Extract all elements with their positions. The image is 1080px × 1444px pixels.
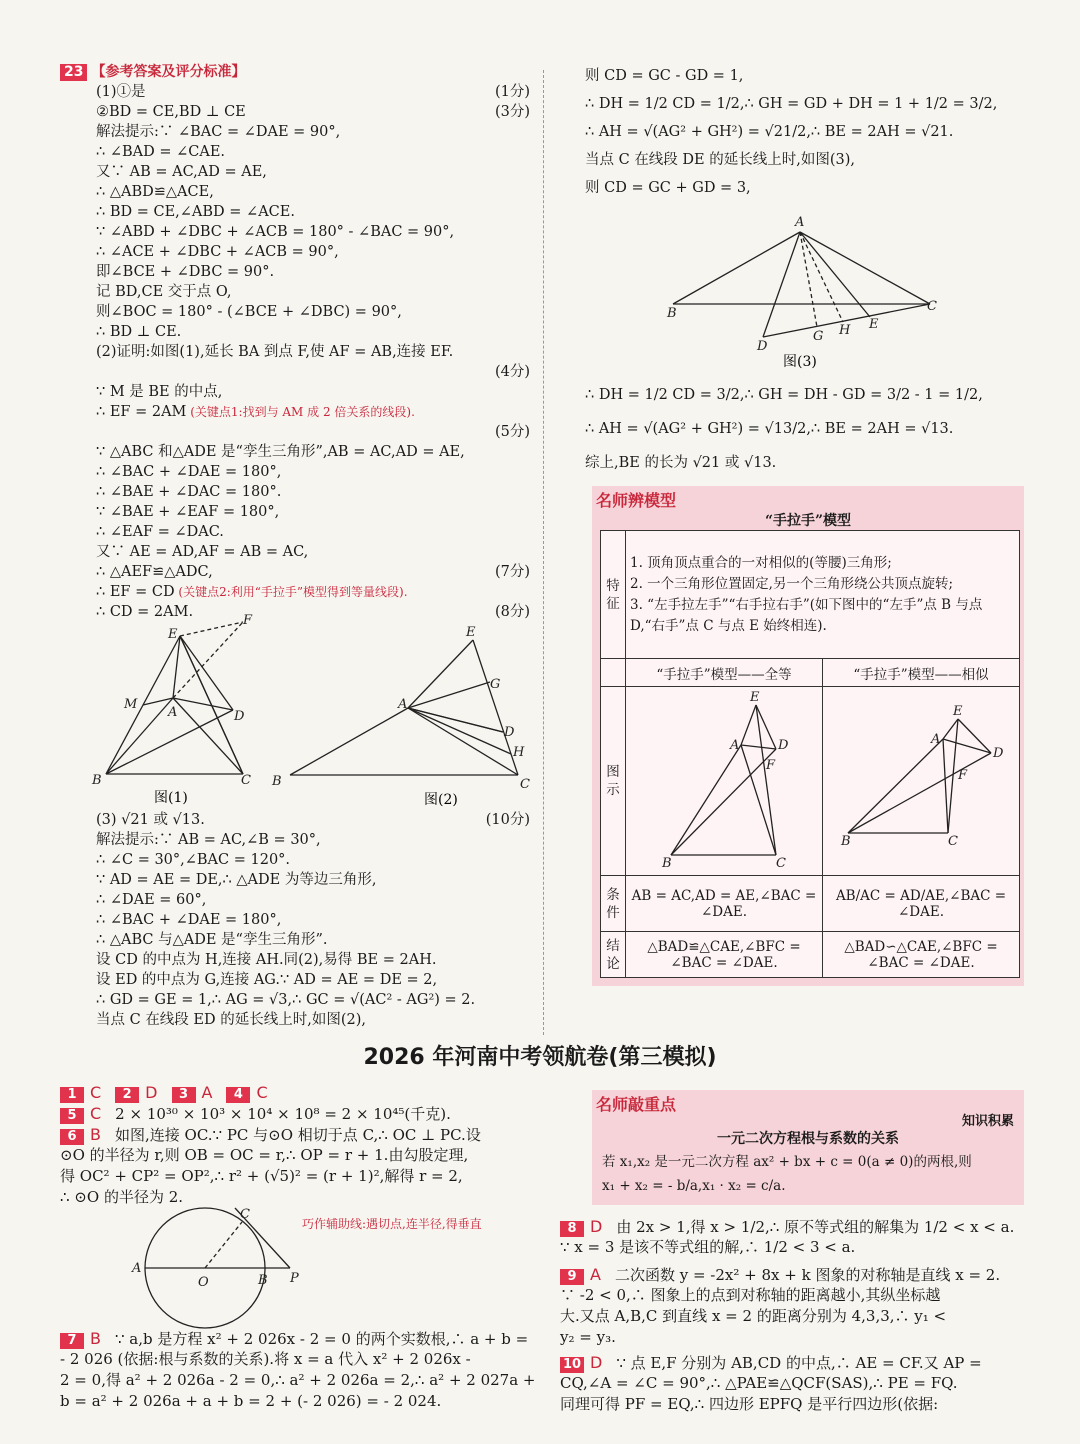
circle-figure (60, 1207, 482, 1328)
svg-text:F: F (766, 758, 776, 773)
text-line: 即∠BCE + ∠DBC = 90°. (96, 264, 275, 280)
text-line: ∴ ∠BAE + ∠DAC = 180°. (96, 484, 282, 500)
svg-text:O: O (198, 1275, 209, 1290)
svg-text:E: E (466, 625, 476, 640)
text-line: ⊙O 的半径为 r,则 OB = OC = r,∴ OP = r + 1.由勾股定理, (60, 1146, 469, 1164)
model-box (592, 486, 1024, 986)
svg-text:D: D (757, 339, 768, 354)
svg-text:D: D (778, 738, 789, 753)
svg-text:A: A (931, 732, 941, 747)
row-label: 图示 (601, 687, 626, 876)
svg-text:E: E (869, 317, 879, 332)
solution-lines-part3 (60, 810, 530, 1030)
figure-1 (88, 612, 258, 807)
model-box-heading: 名师辨模型 (596, 491, 677, 510)
answer-5: 5 C 2 × 10³⁰ × 10³ × 10⁴ × 10⁸ = 2 × 10⁴⁵(千克). (60, 1103, 535, 1124)
column-divider (543, 70, 544, 1035)
knowledge-title: 一元二次方程根与系数的关系 (717, 1131, 899, 1147)
feature-line: 1. 顶角顶点重合的一对相似的(等腰)三角形; (630, 554, 892, 571)
svg-text:A: A (132, 1261, 142, 1276)
text-line: ∴ ∠C = 30°,∠BAC = 120°. (96, 852, 291, 868)
text-line: 解法提示:∵ ∠BAC = ∠DAE = 90°, (96, 124, 341, 140)
text-line (60, 422, 530, 442)
text-line: 则 CD = GC - GD = 1, (585, 68, 744, 84)
text-line: ∴ EF = 2AM (关键点1:找到与 AM 成 2 倍关系的线段). (96, 404, 415, 420)
condition-congruent: AB = AC,AD = AE,∠BAC = ∠DAE. (626, 876, 823, 932)
score-points: (5分) (494, 424, 530, 440)
score-points: (1分) (494, 84, 530, 100)
text-line: b = a² + 2 026a + a + b = 2 + (- 2 026) = - 2 024. (60, 1392, 442, 1410)
score-points: (10分) (485, 812, 530, 828)
label: F (243, 613, 253, 628)
solution-lines-right-mid (585, 378, 1025, 480)
svg-text:A: A (398, 697, 408, 712)
answer-8 (560, 1216, 1030, 1258)
text-line: 设 ED 的中点为 G,连接 AG.∵ AD = AE = DE = 2, (96, 972, 438, 988)
text-line: (2)证明:如图(1),延长 BA 到点 F,使 AF = AB,连接 EF. (96, 344, 454, 360)
text-line: 又∵ AE = AD,AF = AB = AC, (96, 544, 309, 560)
text-line: ∵ AD = AE = DE,∴ △ADE 为等边三角形, (96, 872, 377, 888)
figure-caption: 图(3) (783, 354, 817, 370)
text-line: 记 BD,CE 交于点 O, (96, 284, 232, 300)
figure-caption: 图(1) (154, 790, 188, 806)
svg-text:E: E (750, 690, 760, 705)
score-points: (4分) (494, 364, 530, 380)
svg-text:B: B (272, 774, 282, 789)
row-label: 特征 (601, 531, 626, 659)
text-line: ∴ CD = 2AM. (8分) (96, 604, 530, 620)
score-points: (8分) (494, 604, 530, 620)
knowledge-body: 若 x₁,x₂ 是一元二次方程 ax² + bx + c = 0(a ≠ 0)的两根,则 x₁ + x₂ = - b/a,x₁ · x₂ = c/a. (602, 1154, 972, 1194)
score-points: (7分) (494, 564, 530, 580)
text-line: 则∠BOC = 180° - (∠BCE + ∠DBC) = 90°, (96, 304, 402, 320)
text-line: ②BD = CE,BD ⊥ CE (3分) (96, 104, 530, 120)
answer-10 (560, 1352, 1030, 1415)
label: B (92, 773, 102, 788)
text-line: ∵ ∠BAE + ∠EAF = 180°, (96, 504, 280, 520)
answer-6 (60, 1124, 535, 1208)
congruent-figure (626, 687, 822, 871)
svg-text:B: B (662, 856, 672, 871)
similar-figure (823, 687, 1019, 871)
figure-3 (665, 212, 950, 372)
question-number: 23 (60, 64, 87, 81)
answer-9 (560, 1264, 1030, 1348)
text-line: (3) √21 或 √13. (10分) (96, 812, 530, 828)
feature-line: 3. “左手拉左手”“右手拉右手”(如下图中的“左手”点 B 与点 D,“右手”点 C 与点 E 始终相连). (630, 596, 983, 634)
label: C (241, 773, 251, 788)
knowledge-heading: 名师敲重点 (596, 1095, 677, 1114)
note-text: 巧作辅助线:遇切点,连半径,得垂直 (302, 1217, 482, 1231)
label: M (124, 697, 138, 712)
svg-text:A: A (795, 215, 805, 230)
svg-text:G: G (813, 329, 824, 344)
label: D (234, 709, 245, 724)
svg-text:B: B (258, 1273, 268, 1288)
text-line: y₂ = y₃. (560, 1328, 616, 1346)
text-line: ∴ △ABD≌△ACE, (96, 184, 214, 200)
figure-caption: 图(2) (424, 792, 458, 808)
text-line: 同理可得 PF = EQ,∴ 四边形 EPFQ 是平行四边形(依据: (560, 1395, 939, 1413)
text-line: 又∵ AB = AC,AD = AE, (96, 164, 267, 180)
label: A (168, 705, 178, 720)
text-line: ∵ -2 < 0,∴ 图象上的点到对称轴的距离越小,其纵坐标越 (560, 1286, 941, 1304)
knowledge-box (592, 1090, 1024, 1205)
text-line: 6 B 如图,连接 OC.∵ PC 与⊙O 相切于点 C,∴ OC ⊥ PC.设 (60, 1124, 535, 1145)
svg-text:D: D (993, 746, 1004, 761)
text-line: ∵ M 是 BE 的中点, (96, 384, 223, 400)
knowledge-tag: 知识积累 (961, 1114, 1014, 1129)
text-line: ∴ ∠DAE = 60°, (96, 892, 207, 908)
text-line: ∵ x = 3 是该不等式组的解,∴ 1/2 < 3 < a. (560, 1238, 856, 1256)
text-line: ∴ △AEF≌△ADC, (7分) (96, 564, 530, 580)
svg-text:P: P (290, 1271, 299, 1286)
text-line: ∴ BD = CE,∠ABD = ∠ACE. (96, 204, 295, 220)
text-line: 则 CD = GC + GD = 3, (585, 180, 751, 196)
answer-header: 【参考答案及评分标准】 (91, 64, 246, 80)
col-header: “手拉手”模型——全等 (626, 659, 823, 687)
solution-lines-right (585, 62, 1025, 202)
text-line: (1)①是 (1分) (96, 84, 530, 100)
condition-similar: AB/AC = AD/AE,∠BAC = ∠DAE. (823, 876, 1020, 932)
col-header: “手拉手”模型——相似 (823, 659, 1020, 687)
left-column (60, 62, 530, 622)
svg-text:D: D (504, 725, 515, 740)
text-line: 7 B ∵ a,b 是方程 x² + 2 026x - 2 = 0 的两个实数根,∴ a + b = (60, 1328, 535, 1349)
text-line: ∴ △ABC 与△ADE 是“孪生三角形”. (96, 932, 328, 948)
text-line: ∴ AH = √(AG² + GH²) = √21/2,∴ BE = 2AH = √21. (585, 124, 954, 140)
text-line: ∴ ⊙O 的半径为 2. (60, 1188, 184, 1206)
right-column (585, 62, 1025, 202)
svg-text:G: G (490, 677, 501, 692)
answers-right (560, 1216, 1030, 1415)
text-line: 2 = 0,得 a² + 2 026a - 2 = 0,∴ a² + 2 026a = 2,∴ a² + 2 027a + (60, 1371, 536, 1389)
text-line: ∴ DH = 1/2 CD = 1/2,∴ GH = GD + DH = 1 + 1/2 = 3/2, (585, 96, 998, 112)
svg-text:A: A (730, 738, 740, 753)
svg-text:B: B (841, 834, 851, 849)
text-line: ∴ ∠BAC + ∠DAE = 180°, (96, 912, 282, 928)
svg-text:C: C (948, 834, 958, 849)
svg-text:F: F (958, 768, 968, 783)
svg-text:C: C (520, 777, 530, 792)
svg-text:H: H (513, 745, 525, 760)
left-column-mid (60, 810, 530, 1030)
text-line: ∴ GD = GE = 1,∴ AG = √3,∴ GC = √(AC² - AG²) = 2. (96, 992, 476, 1008)
model-box-subtitle: “手拉手”模型 (764, 513, 852, 529)
text-line: 当点 C 在线段 ED 的延长线上时,如图(2), (96, 1012, 366, 1028)
svg-text:C: C (240, 1207, 250, 1222)
text-line: 9 A 二次函数 y = -2x² + 8x + k 图象的对称轴是直线 x = 2. (560, 1264, 1030, 1285)
text-line: ∴ ∠BAC + ∠DAE = 180°, (96, 464, 282, 480)
feature-line: 2. 一个三角形位置固定,另一个三角形绕公共顶点旋转; (630, 575, 954, 592)
text-line (60, 362, 530, 382)
text-line: ∴ DH = 1/2 CD = 3/2,∴ GH = DH - GD = 3/2 - 1 = 1/2, (585, 387, 983, 403)
text-line: CQ,∠A = ∠C = 90°,∴ △PAE≌△QCF(SAS),∴ PE = FQ. (560, 1374, 958, 1392)
solution-lines (60, 82, 530, 622)
text-line: 大.又点 A,B,C 到直线 x = 2 的距离分别为 4,3,3,∴ y₁ < (560, 1307, 947, 1325)
svg-text:E: E (953, 704, 963, 719)
right-column-mid (585, 378, 1025, 480)
text-line: 综上,BE 的长为 √21 或 √13. (585, 455, 777, 471)
text-line: ∵ ∠ABD + ∠DBC + ∠ACB = 180° - ∠BAC = 90°, (96, 224, 455, 240)
model-table (600, 530, 1020, 978)
text-line: 8 D 由 2x > 1,得 x > 1/2,∴ 原不等式组的解集为 1/2 < x < a. (560, 1216, 1030, 1237)
row-label: 结论 (601, 932, 626, 978)
answer-row-1-4: 1 C 2 D 3 A 4 C (60, 1082, 535, 1103)
conclusion-similar: △BAD∽△CAE,∠BFC = ∠BAC = ∠DAE. (823, 932, 1020, 978)
text-line: 解法提示:∵ AB = AC,∠B = 30°, (96, 832, 321, 848)
text-line: 10 D ∵ 点 E,F 分别为 AB,CD 的中点,∴ AE = CF.又 AP = (560, 1352, 1030, 1373)
conclusion-congruent: △BAD≌△CAE,∠BFC = ∠BAC = ∠DAE. (626, 932, 823, 978)
text-line: ∴ AH = √(AG² + GH²) = √13/2,∴ BE = 2AH = √13. (585, 421, 954, 437)
score-points: (3分) (494, 104, 530, 120)
svg-text:H: H (839, 323, 851, 338)
answers-left (60, 1082, 535, 1412)
text-line: ∴ EF = CD (关键点2:利用“手拉手”模型得到等量线段). (96, 584, 408, 600)
answer-7 (60, 1328, 535, 1412)
text-line: ∴ BD ⊥ CE. (96, 324, 182, 340)
svg-text:B: B (667, 306, 677, 321)
section-title: 2026 年河南中考领航卷(第三模拟) (363, 1045, 717, 1070)
text-line: 设 CD 的中点为 H,连接 AH.同(2),易得 BE = 2AH. (96, 952, 437, 968)
text-line: 当点 C 在线段 DE 的延长线上时,如图(3), (585, 152, 855, 168)
text-line: - 2 026 (依据:根与系数的关系).将 x = a 代入 x² + 2 026x - (60, 1350, 471, 1368)
text-line: 得 OC² + CP² = OP²,∴ r² + (√5)² = (r + 1)²,解得 r = 2, (60, 1167, 463, 1185)
label: E (168, 627, 178, 642)
svg-text:C: C (927, 299, 937, 314)
row-label: 条件 (601, 876, 626, 932)
text-line: ∴ ∠BAD = ∠CAE. (96, 144, 226, 160)
text-line: ∴ ∠ACE + ∠DBC + ∠ACB = 90°, (96, 244, 339, 260)
figure-2 (268, 620, 538, 810)
text-line: ∴ ∠EAF = ∠DAC. (96, 524, 224, 540)
text-line: ∵ △ABC 和△ADE 是“孪生三角形”,AB = AC,AD = AE, (96, 444, 465, 460)
svg-text:C: C (776, 856, 786, 871)
